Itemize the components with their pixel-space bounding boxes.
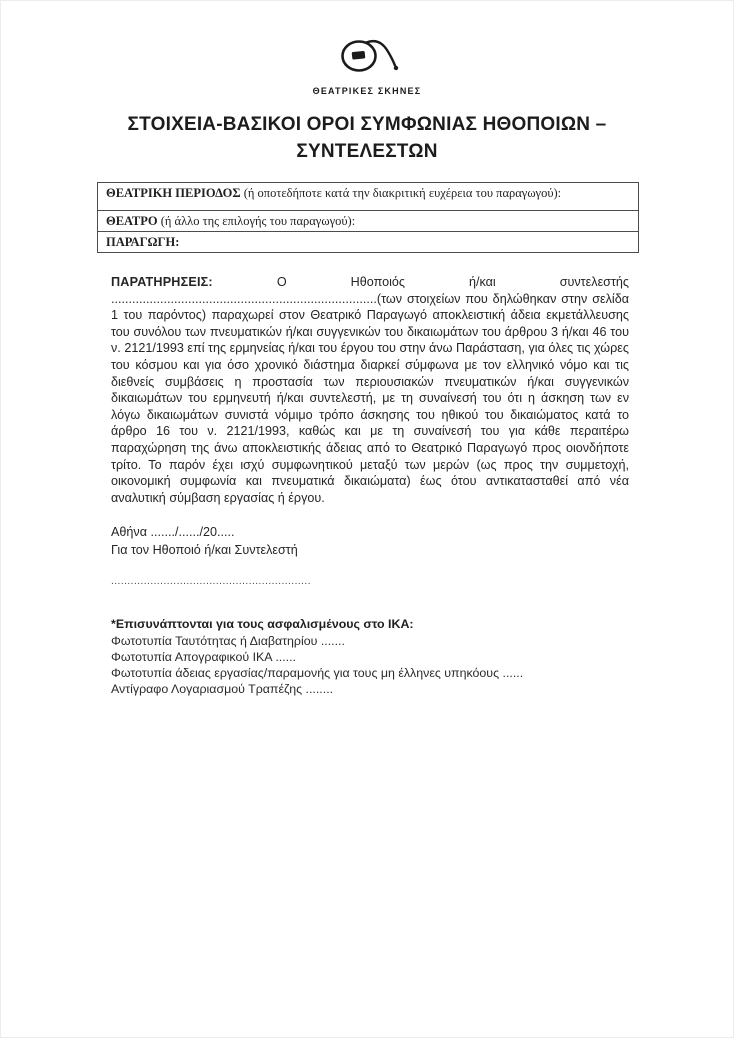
- field-row-theatre: [98, 211, 638, 232]
- attachments-section: [111, 616, 629, 697]
- signature-dotted-line: .............................................................: [111, 576, 311, 588]
- field-label-production: ΠΑΡΑΓΩΓΗ:: [106, 235, 180, 249]
- attachment-item-bank-account-copy: Αντίγραφο Λογαριασμού Τραπέζης ........: [111, 682, 334, 697]
- attachment-item-id-passport: Φωτοτυπία Ταυτότητας ή Διαβατηρίου .......: [111, 633, 345, 648]
- page-title-line1: ΣΤΟΙΧΕΙΑ-ΒΑΣΙΚΟΙ ΟΡΟΙ ΣΥΜΦΩΝΙΑΣ ΗΘΟΠΟΙΩΝ –: [127, 114, 607, 135]
- field-note-theatre: (ή άλλο της επιλογής του παραγωγού):: [160, 214, 356, 228]
- field-label-theatre: ΘΕΑΤΡΟ: [106, 214, 158, 228]
- attachment-item-work-residence-permit: Φωτοτυπία άδειας εργασίας/παραμονής για τους μη έλληνες υπηκόους ......: [111, 665, 524, 680]
- field-row-production: [98, 232, 638, 252]
- field-note-theatrical-period: (ή οποτεδήποτε κατά την διακριτική ευχέρεια του παραγωγού):: [243, 186, 562, 200]
- document-body: [1, 182, 733, 697]
- monocle-logo-icon: [329, 34, 405, 80]
- attachments-heading: *Επισυνάπτονται για τους ασφαλισμένους στο ΙΚΑ:: [111, 617, 414, 632]
- date-line: Αθήνα ......./....../20.....: [111, 525, 235, 540]
- remarks-paragraph: [111, 274, 629, 506]
- remarks-heading: ΠΑΡΑΤΗΡΗΣΕΙΣ:: [111, 275, 213, 289]
- page-title: [1, 111, 733, 165]
- signatory-role-line: Για τον Ηθοποιό ή/και Συντελεστή: [111, 543, 298, 558]
- attachment-item-ika-registration: Φωτοτυπία Απογραφικού ΙΚΑ ......: [111, 649, 296, 664]
- logo-caption: ΘΕΑΤΡΙΚΕΣ ΣΚΗΝΕΣ: [312, 86, 422, 96]
- remarks-body-text: Ο Ηθοποιός ή/και συντελεστής ............................................................................(των στοιχείων που δηλώθηκαν στην σελίδα 1 του παρόντος) παραχωρεί στον Θεατρικό Παραγωγό αποκλειστική άδεια εκμετάλλευσης του συνόλου των πνευματικών ή/και συγγενικών του δικαιωμάτων του άρθρου 3 ή/και 46 του ν. 2121/1993 επί της ερμηνείας ή/και του έργου του στην άνω Παράσταση, για όλες τις χώρες του κόσμου και για όσο χρονικό διάστημα διαρκεί σύμφωνα με τον ελληνικό νόμο και τις διεθνείς συμβάσεις η προστασία των περιουσιακών πνευματικών ή/και συγγενικών δικαιωμάτων του ερμηνευτή ή/και συντελεστή, με τη συναίνεσή του ότι η άσκηση των εν λόγω δικαιωμάτων συνιστά νόμιμο τρόπο άσκησης του ηθικού του δικαιώματος κατά το άρθρο 16 του ν. 2121/1993, καθώς και με τη συναίνεσή του για κάθε περαιτέρω παραχώρηση της άνω αποκλειστικής άδειας από το Θεατρικό Παραγωγό προς οιονδήποτε τρίτο. Το παρόν έχει ισχύ συμφωνητικού μεταξύ των μερών (ως προς την συμμετοχή, οικονομική συμφωνία και πνευματικά δικαιώματα) έως ότου αντικατασταθεί από νέα αναλυτική σύμβαση εργασίας ή έργου.: [111, 275, 630, 505]
- logo-block: [1, 1, 733, 96]
- header-fields-table: [97, 182, 639, 253]
- field-row-theatrical-period: [98, 183, 638, 211]
- field-label-theatrical-period: ΘΕΑΤΡΙΚΗ ΠΕΡΙΟΔΟΣ: [106, 186, 241, 200]
- attachments-list: [111, 633, 629, 698]
- page-title-line2: ΣΥΝΤΕΛΕΣΤΩΝ: [296, 141, 438, 162]
